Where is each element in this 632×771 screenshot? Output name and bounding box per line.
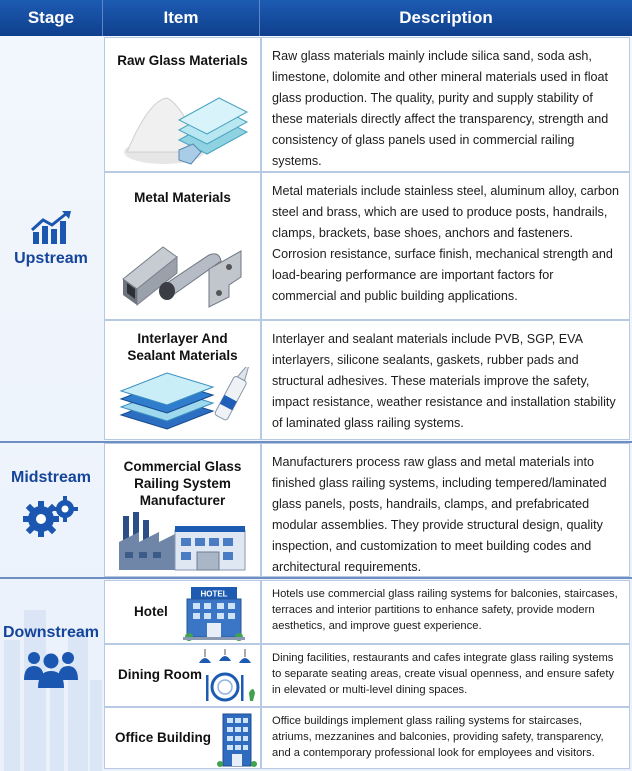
item-cell-dining [104, 644, 261, 707]
item-metal: Metal Materials [134, 190, 231, 205]
item-cell-office [104, 707, 261, 769]
item-interlayer-line1: Interlayer And [137, 331, 228, 346]
stage-label-upstream: Upstream [14, 250, 88, 267]
item-manufacturer-line1: Commercial Glass [123, 459, 242, 474]
stage-midstream [0, 443, 102, 575]
item-dining: Dining Room [118, 667, 202, 682]
table-header [0, 0, 632, 36]
item-manufacturer [105, 458, 260, 509]
dining-icon [195, 649, 257, 705]
item-cell-interlayer [104, 320, 261, 440]
item-cell-hotel [104, 580, 261, 644]
stage-label-downstream: Downstream [2, 624, 100, 641]
desc-office: Office buildings implement glass railing systems for staircases, atriums, mezzanines and balconies, providing safety, transparency, and a contemporary professional look for employees and visitors. [261, 707, 630, 769]
item-office: Office Building [115, 730, 211, 745]
item-manufacturer-line2: Railing System [134, 476, 231, 491]
item-manufacturer-line3: Manufacturer [139, 493, 226, 508]
item-hotel: Hotel [134, 604, 168, 619]
header-description: Description [399, 8, 493, 27]
item-raw-glass: Raw Glass Materials [117, 53, 248, 68]
metal-profiles-icon [117, 217, 251, 313]
header-item: Item [103, 0, 260, 36]
stage-downstream [0, 580, 102, 771]
item-cell-raw-glass [104, 37, 261, 172]
raw-glass-icon [119, 80, 249, 168]
item-cell-metal [104, 172, 261, 320]
office-building-icon [217, 712, 257, 768]
desc-metal: Metal materials include stainless steel, aluminum alloy, carbon steel and brass, which are used to produce posts, handrails, clamps, brackets, base shoes, anchors and fasteners. Corrosion resistance, surface finish, mechanical strength and load-bearing performance are important factors for commercial and public building applications. [261, 172, 630, 320]
hotel-building-icon [183, 587, 245, 641]
item-cell-manufacturer [104, 443, 261, 577]
desc-hotel: Hotels use commercial glass railing systems for balconies, staircases, terraces and interior partitions to enhance safety, provide modern aesthetics, and improve guest experience. [261, 580, 630, 644]
header-stage: Stage [0, 0, 103, 36]
hotel-sign: HOTEL [200, 589, 228, 599]
divider-midstream [0, 577, 632, 579]
growth-chart-icon [29, 210, 73, 246]
desc-interlayer: Interlayer and sealant materials include PVB, SGP, EVA interlayers, silicone sealants, gaskets, rubber pads and structural adhesives. These materials improve the safety, impact resistance, weather resistance and installation stability of laminated glass railing systems. [261, 320, 630, 440]
item-interlayer [105, 330, 260, 364]
laminated-glass-sealant-icon [117, 367, 251, 437]
item-interlayer-line2: Sealant Materials [127, 348, 238, 363]
desc-raw-glass: Raw glass materials mainly include silica sand, soda ash, limestone, dolomite and other mineral materials used in float glass production. The quality, purity and supply stability of these materials directly affect the transparency, strength and consistency of glass panels used in commercial railing systems. [261, 37, 630, 172]
stage-label-midstream: Midstream [10, 469, 92, 486]
factory-icon [119, 512, 249, 574]
gears-icon [21, 495, 81, 537]
stage-upstream [0, 38, 102, 440]
people-group-icon [22, 648, 80, 690]
desc-manufacturer: Manufacturers process raw glass and metal materials into finished glass railing systems, including tempered/laminated glass panels, posts, handrails, clamps, and prefabricated modular assemblies. They provide structural design, quality inspection, and customization to meet building codes and architectural requirements. [261, 443, 630, 577]
desc-dining: Dining facilities, restaurants and cafes integrate glass railing systems to separate seating areas, create visual openness, and ensure safety in elevated or multi-level dining spaces. [261, 644, 630, 707]
